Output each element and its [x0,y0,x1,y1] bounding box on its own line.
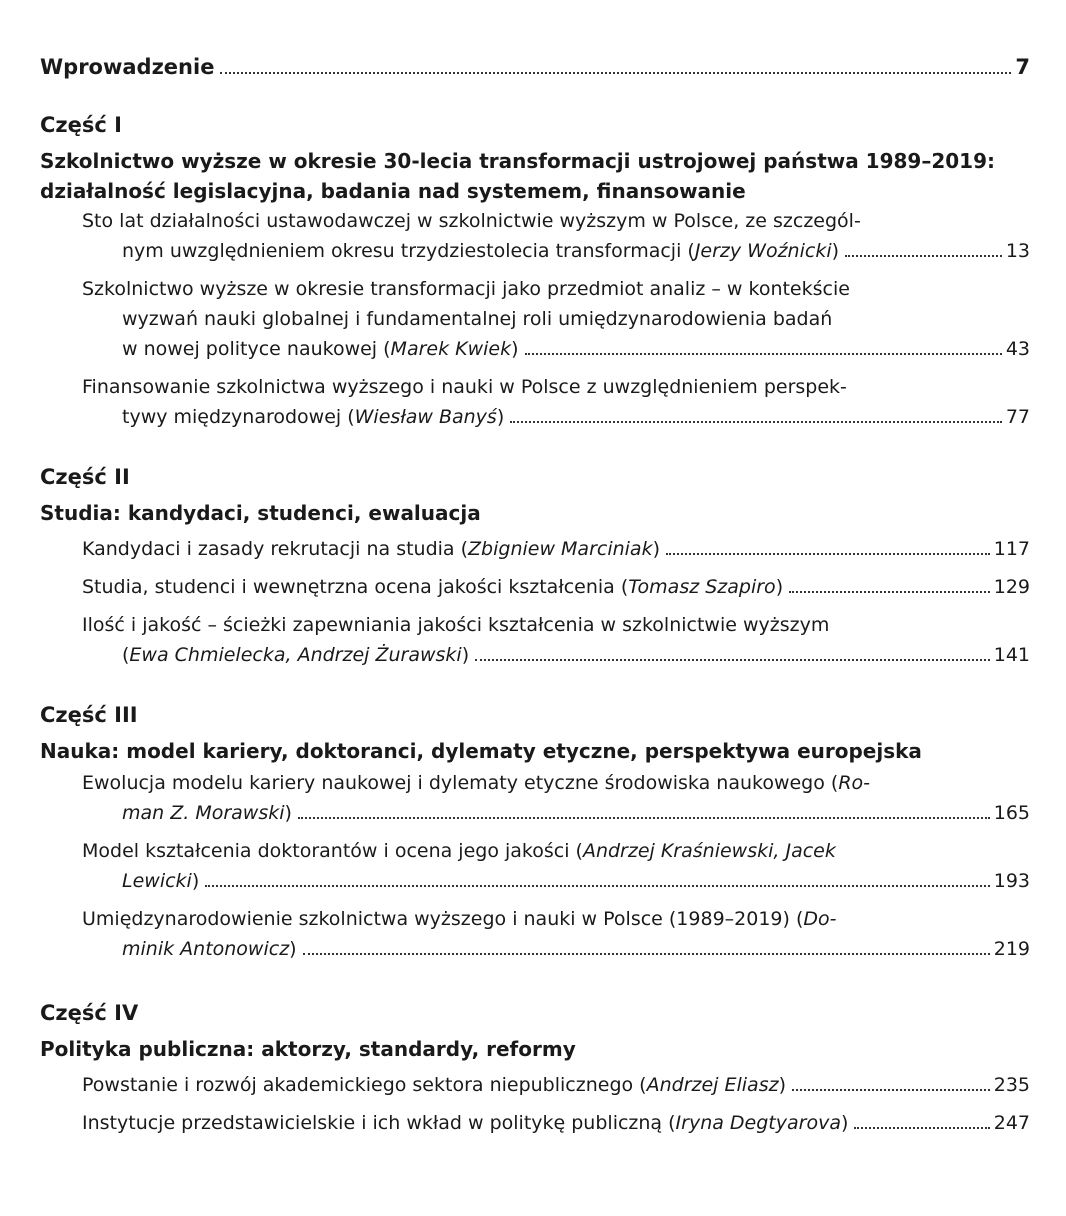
dot-leaders [303,953,990,955]
entry-text-cont: man Z. Morawski) 165 [82,798,1030,828]
entry-text: Instytucje przedstawicielskie i ich wkład w politykę publiczną (Iryna Degtyarova) 247 [82,1108,1030,1138]
entry-text-cont: tywy międzynarodowej (Wiesław Banyś) 77 [82,402,1030,432]
entry-author: Ewa Chmielecka, Andrzej Żurawski [129,644,462,666]
entry-page: 141 [993,644,1030,666]
entry-text: Umiędzynarodowienie szkolnictwa wyższego i nauki w Polsce (1989–2019) (Do- [82,908,837,930]
dot-leaders [789,591,990,593]
table-of-contents [40,52,1030,1138]
dot-leaders [475,659,990,661]
dot-leaders [792,1089,990,1091]
toc-entry [40,610,1030,670]
entry-page: 193 [993,870,1030,892]
part-1-title-line-1: Szkolnictwo wyższe w okresie 30-lecia transformacji ustrojowej państwa 1989–2019: [40,149,996,173]
entry-text: Powstanie i rozwój akademickiego sektora niepublicznego (Andrzej Eliasz) 235 [82,1070,1030,1100]
dot-leaders [845,255,1002,257]
toc-entry [40,572,1030,602]
toc-entry [40,206,1030,266]
entry-author: Andrzej Eliasz [646,1074,779,1096]
dot-leaders [510,421,1002,423]
entry-text-cont: w nowej polityce naukowej (Marek Kwiek) 43 [82,334,1030,364]
entry-text: Sto lat działalności ustawodawczej w szkolnictwie wyższym w Polsce, ze szczegól- [82,210,861,232]
dot-leaders [205,885,989,887]
toc-entry [40,372,1030,432]
toc-entry [40,836,1030,896]
entry-text-cont: (Ewa Chmielecka, Andrzej Żurawski) 141 [82,640,1030,670]
entry-text: Model kształcenia doktorantów i ocena jego jakości (Andrzej Kraśniewski, Jacek [82,840,836,862]
dot-leaders [220,72,1011,74]
toc-entry [40,904,1030,964]
intro-title: Wprowadzenie [40,55,215,79]
entry-page: 13 [1005,240,1030,262]
entry-page: 129 [993,576,1030,598]
toc-entry [40,768,1030,828]
entry-text: Kandydaci i zasady rekrutacji na studia (Zbigniew Marciniak) 117 [82,534,1030,564]
entry-author: Zbigniew Marciniak [468,538,653,560]
entry-text: Ewolucja modelu kariery naukowej i dylematy etyczne środowiska naukowego (Ro- [82,772,871,794]
entry-page: 165 [993,802,1030,824]
entry-text: Szkolnictwo wyższe w okresie transformacji jako przedmiot analiz – w kontekście [82,278,850,300]
entry-text: Ilość i jakość – ścieżki zapewniania jakości kształcenia w szkolnictwie wyższym [82,614,830,636]
toc-entry-intro [40,52,1030,82]
entry-author: man Z. Morawski [122,802,285,824]
entry-author: Iryna Degtyarova [675,1112,841,1134]
part-1-title-line-2: działalność legislacyjna, badania nad systemem, finansowanie [40,179,746,203]
toc-entry [40,274,1030,364]
entry-text-cont: Lewicki) 193 [82,866,1030,896]
entry-page: 219 [993,938,1030,960]
entry-author: Wiesław Banyś [354,406,497,428]
entry-page: 117 [993,538,1030,560]
dot-leaders [854,1127,989,1129]
entry-author: minik Antonowicz [122,938,290,960]
part-3-label: Część III [40,703,138,727]
entry-author: Marek Kwiek [390,338,512,360]
entry-text-cont: wyzwań nauki globalnej i fundamentalnej roli umiędzynarodowienia badań [122,308,833,330]
toc-entry [40,534,1030,564]
entry-author: Tomasz Szapiro [628,576,776,598]
entry-page: 247 [993,1112,1030,1134]
part-2-title: Studia: kandydaci, studenci, ewaluacja [40,501,481,525]
part-2-label: Część II [40,465,130,489]
entry-author: Lewicki [122,870,192,892]
part-4-title: Polityka publiczna: aktorzy, standardy, reformy [40,1037,576,1061]
entry-page: 235 [993,1074,1030,1096]
part-1-label: Część I [40,113,122,137]
entry-text: Studia, studenci i wewnętrzna ocena jakości kształcenia (Tomasz Szapiro) 129 [82,572,1030,602]
entry-text-cont: nym uwzględnieniem okresu trzydziestolecia transformacji (Jerzy Woźnicki) 13 [82,236,1030,266]
dot-leaders [525,353,1002,355]
part-3-title: Nauka: model kariery, doktoranci, dylematy etyczne, perspektywa europejska [40,739,922,763]
dot-leaders [666,553,990,555]
entry-page: 77 [1005,406,1030,428]
entry-text-cont: minik Antonowicz) 219 [82,934,1030,964]
entry-author: Jerzy Woźnicki [694,240,832,262]
toc-entry [40,1070,1030,1100]
part-4-label: Część IV [40,1001,139,1025]
toc-entry [40,1108,1030,1138]
entry-page: 43 [1005,338,1030,360]
dot-leaders [298,817,990,819]
intro-page: 7 [1015,55,1030,79]
entry-text: Finansowanie szkolnictwa wyższego i nauki w Polsce z uwzględnieniem perspek- [82,376,847,398]
